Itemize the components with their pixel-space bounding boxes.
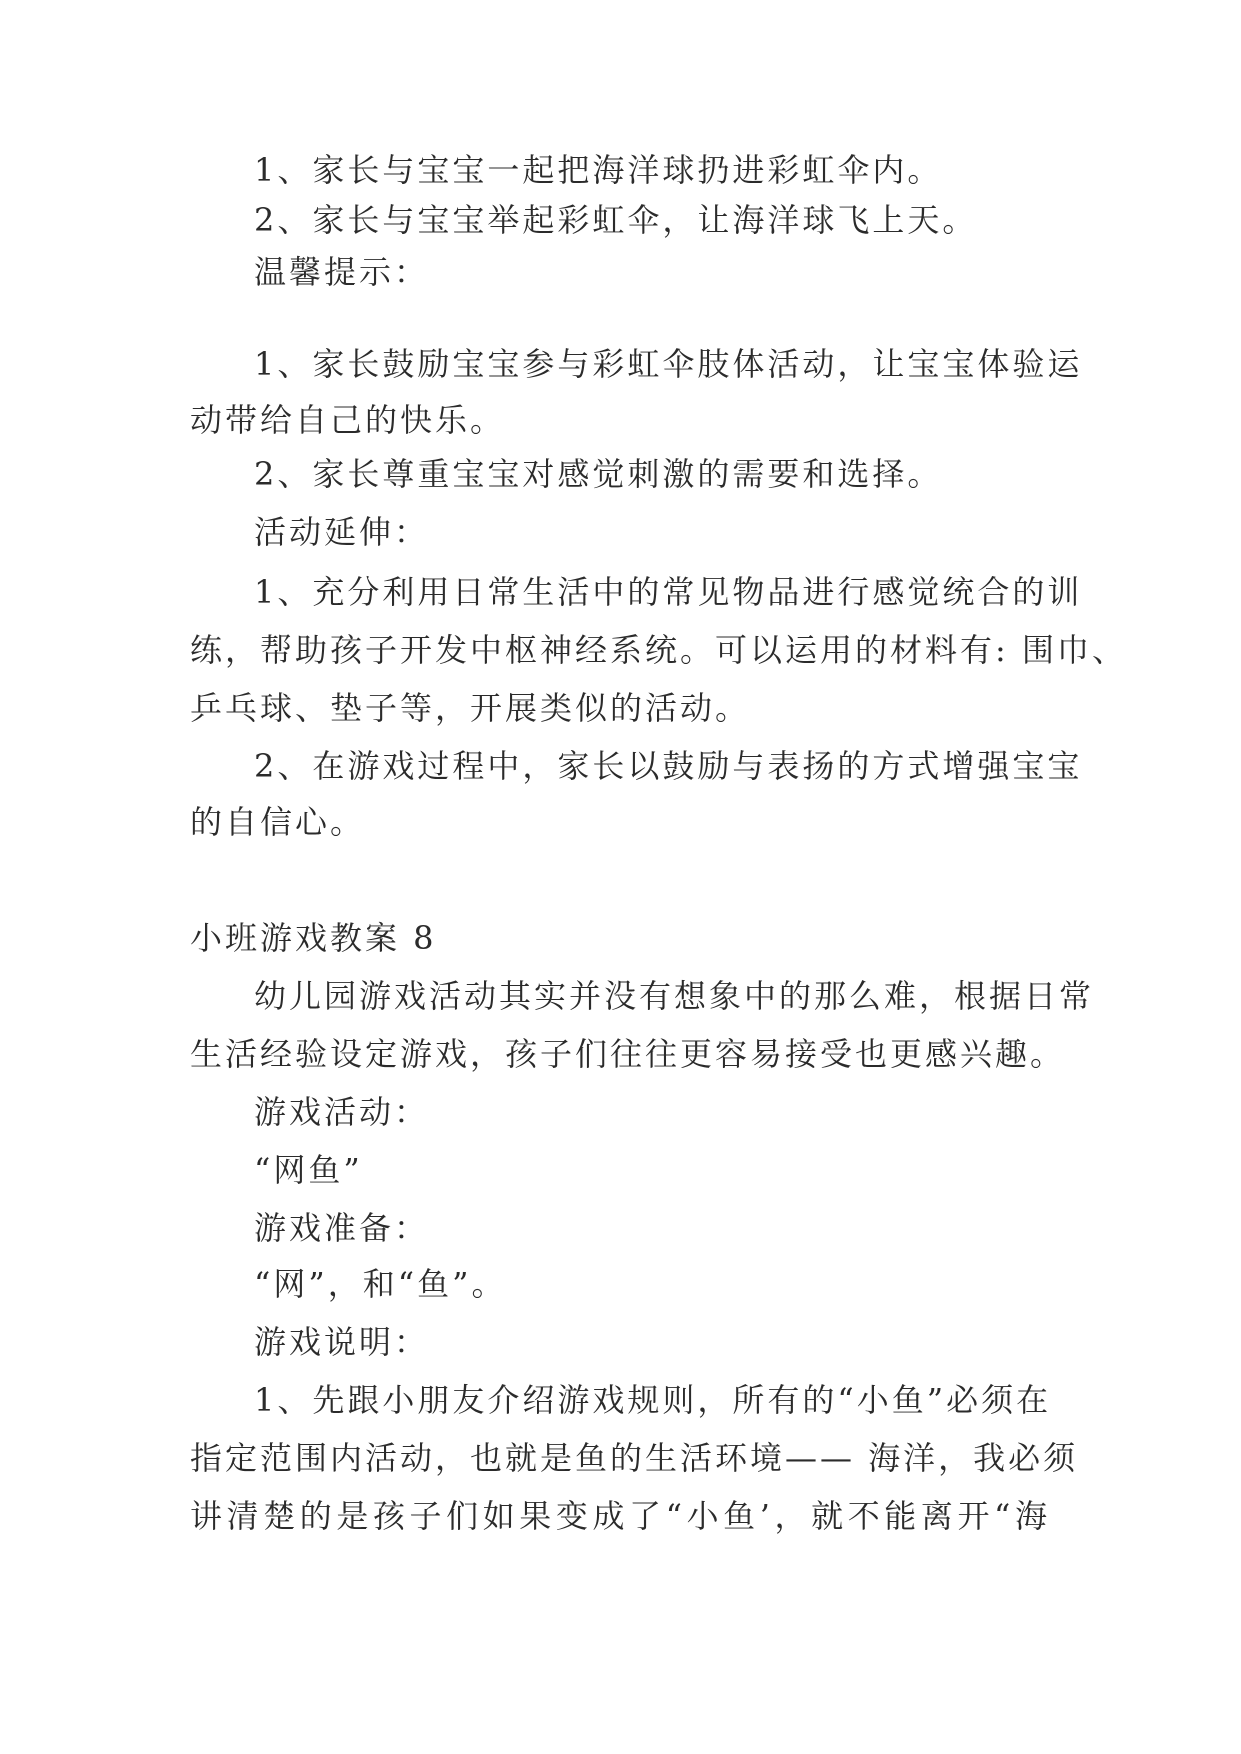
paragraph-line: 指定范围内活动，也就是鱼的生活环境—— 海洋，我必须 — [190, 1439, 1079, 1477]
paragraph-line: 生活经验设定游戏，孩子们往往更容易接受也更感兴趣。 — [190, 1035, 1066, 1073]
section-label: 活动延伸： — [254, 513, 430, 551]
paragraph-line: “网鱼” — [254, 1151, 363, 1189]
paragraph-line: 讲清楚的是孩子们如果变成了“小鱼’，就不能离开“海 — [190, 1497, 1050, 1535]
section-label: 温馨提示： — [254, 253, 430, 291]
paragraph-line: 练，帮助孩子开发中枢神经系统。可以运用的材料有: 围巾、 — [190, 631, 1127, 669]
section-label: 游戏准备： — [254, 1209, 430, 1247]
paragraph-line: 2、家长与宝宝举起彩虹伞，让海洋球飞上天。 — [254, 201, 978, 239]
paragraph-line: 的自信心。 — [190, 803, 366, 841]
section-label: 游戏活动： — [254, 1093, 430, 1131]
paragraph-line: 1、家长鼓励宝宝参与彩虹伞肢体活动，让宝宝体验运 — [254, 345, 1083, 383]
paragraph-line: “网”，和“鱼”。 — [254, 1265, 507, 1303]
paragraph-line: 动带给自己的快乐。 — [190, 401, 506, 439]
paragraph-line: 1、先跟小朋友介绍游戏规则，所有的“小鱼”必须在 — [254, 1381, 1052, 1419]
paragraph-line: 2、在游戏过程中，家长以鼓励与表扬的方式增强宝宝 — [254, 747, 1083, 785]
paragraph-line: 1、充分利用日常生活中的常见物品进行感觉统合的训 — [254, 573, 1083, 611]
paragraph-line: 幼儿园游戏活动其实并没有想象中的那么难，根据日常 — [254, 977, 1095, 1015]
paragraph-line: 2、家长尊重宝宝对感觉刺激的需要和选择。 — [254, 455, 943, 493]
section-label: 游戏说明： — [254, 1323, 430, 1361]
section-heading: 小班游戏教案 8 — [190, 919, 437, 957]
paragraph-line: 乒乓球、垫子等，开展类似的活动。 — [190, 689, 751, 727]
paragraph-line: 1、家长与宝宝一起把海洋球扔进彩虹伞内。 — [254, 151, 943, 189]
